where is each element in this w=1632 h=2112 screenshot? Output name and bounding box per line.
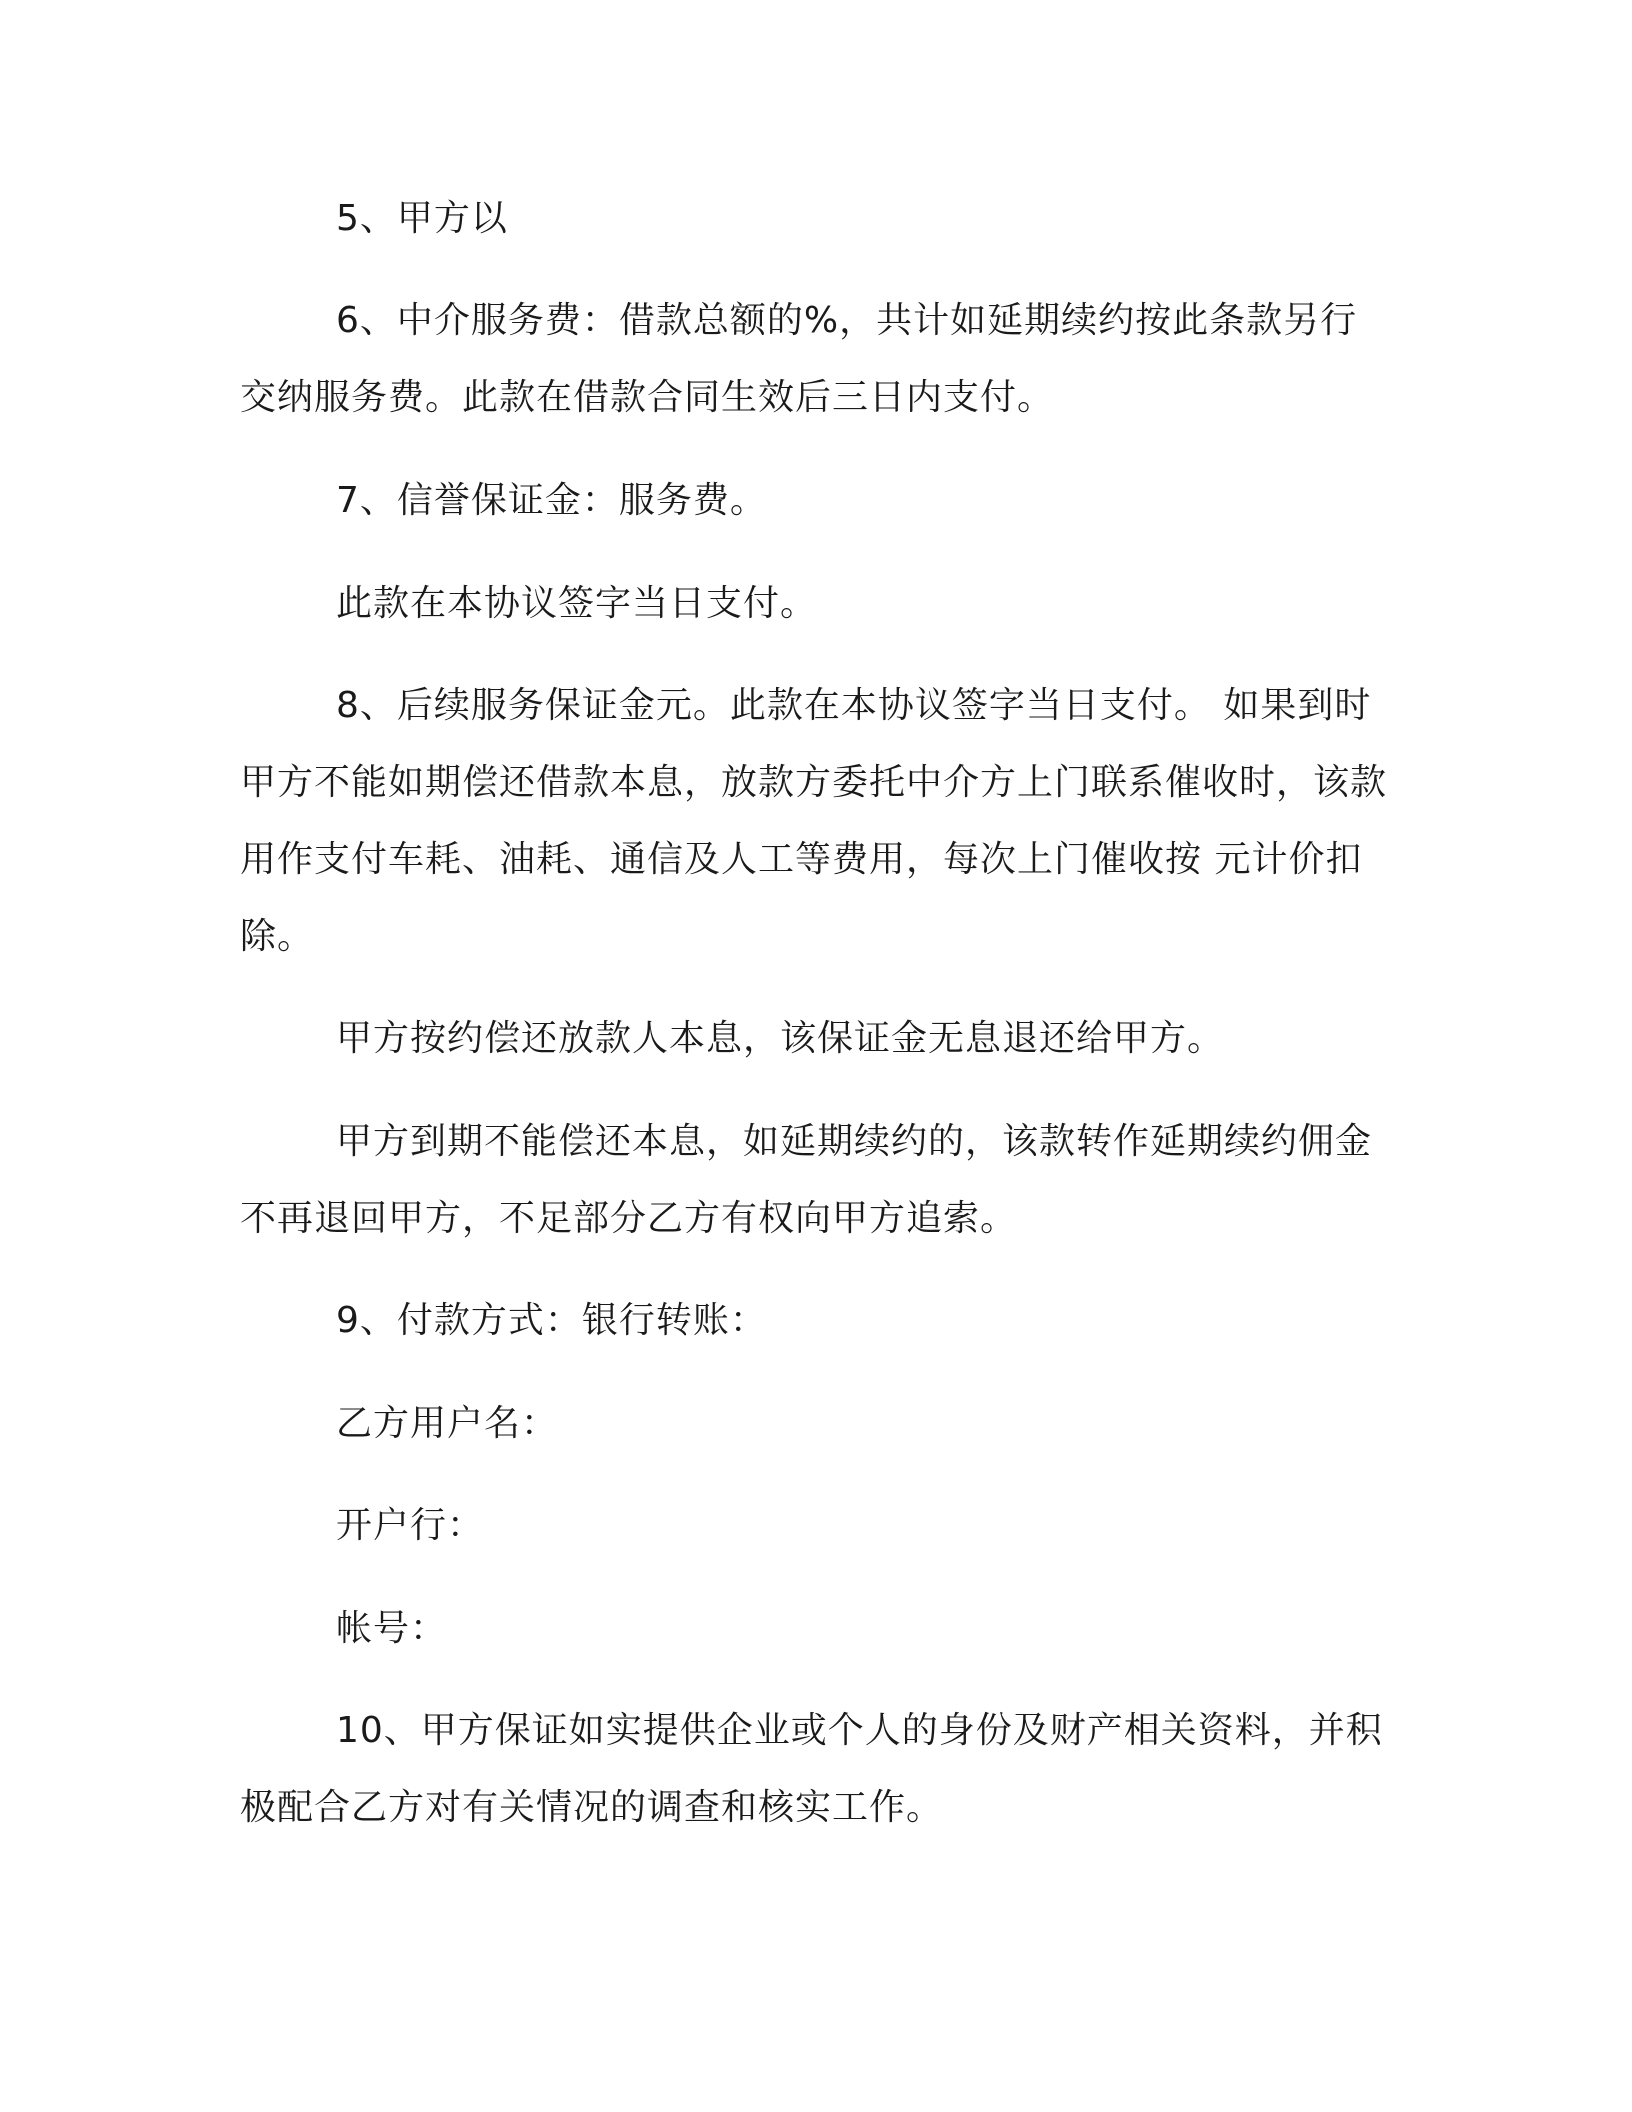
clause-5: 5、甲方以 [336,198,508,239]
bank-name: 开户行： [336,1505,485,1546]
clause-8-refund-note: 甲方按约偿还放款人本息，该保证金无息退还给甲方。 [336,1018,1225,1059]
account-number: 帐号： [336,1608,448,1649]
clause-7-payment-note: 此款在本协议签字当日支付。 [336,583,818,624]
clause-7-credit-deposit: 7、信誉保证金：服务费。 [336,480,767,521]
clause-9-payment-method: 9、付款方式：银行转账： [336,1300,767,1341]
clause-10-information-guarantee: 10、甲方保证如实提供企业或个人的身份及财产相关资料，并积极配合乙方对有关情况的调查和核实工作。 [240,1710,1383,1828]
account-holder-name: 乙方用户名： [336,1403,559,1444]
clause-6-service-fee: 6、中介服务费：借款总额的%，共计如延期续约按此条款另行交纳服务费。此款在借款合同生效后三日内支付。 [240,300,1358,418]
clause-8-default-note: 甲方到期不能偿还本息，如延期续约的，该款转作延期续约佣金不再退回甲方，不足部分乙方有权向甲方追索。 [240,1121,1373,1239]
clause-8-follow-up-deposit: 8、后续服务保证金元。此款在本协议签字当日支付。 如果到时甲方不能如期偿还借款本息，放款方委托中介方上门联系催收时，该款用作支付车耗、油耗、通信及人工等费用，每次上门催收按 元计价扣除。 [240,685,1388,957]
